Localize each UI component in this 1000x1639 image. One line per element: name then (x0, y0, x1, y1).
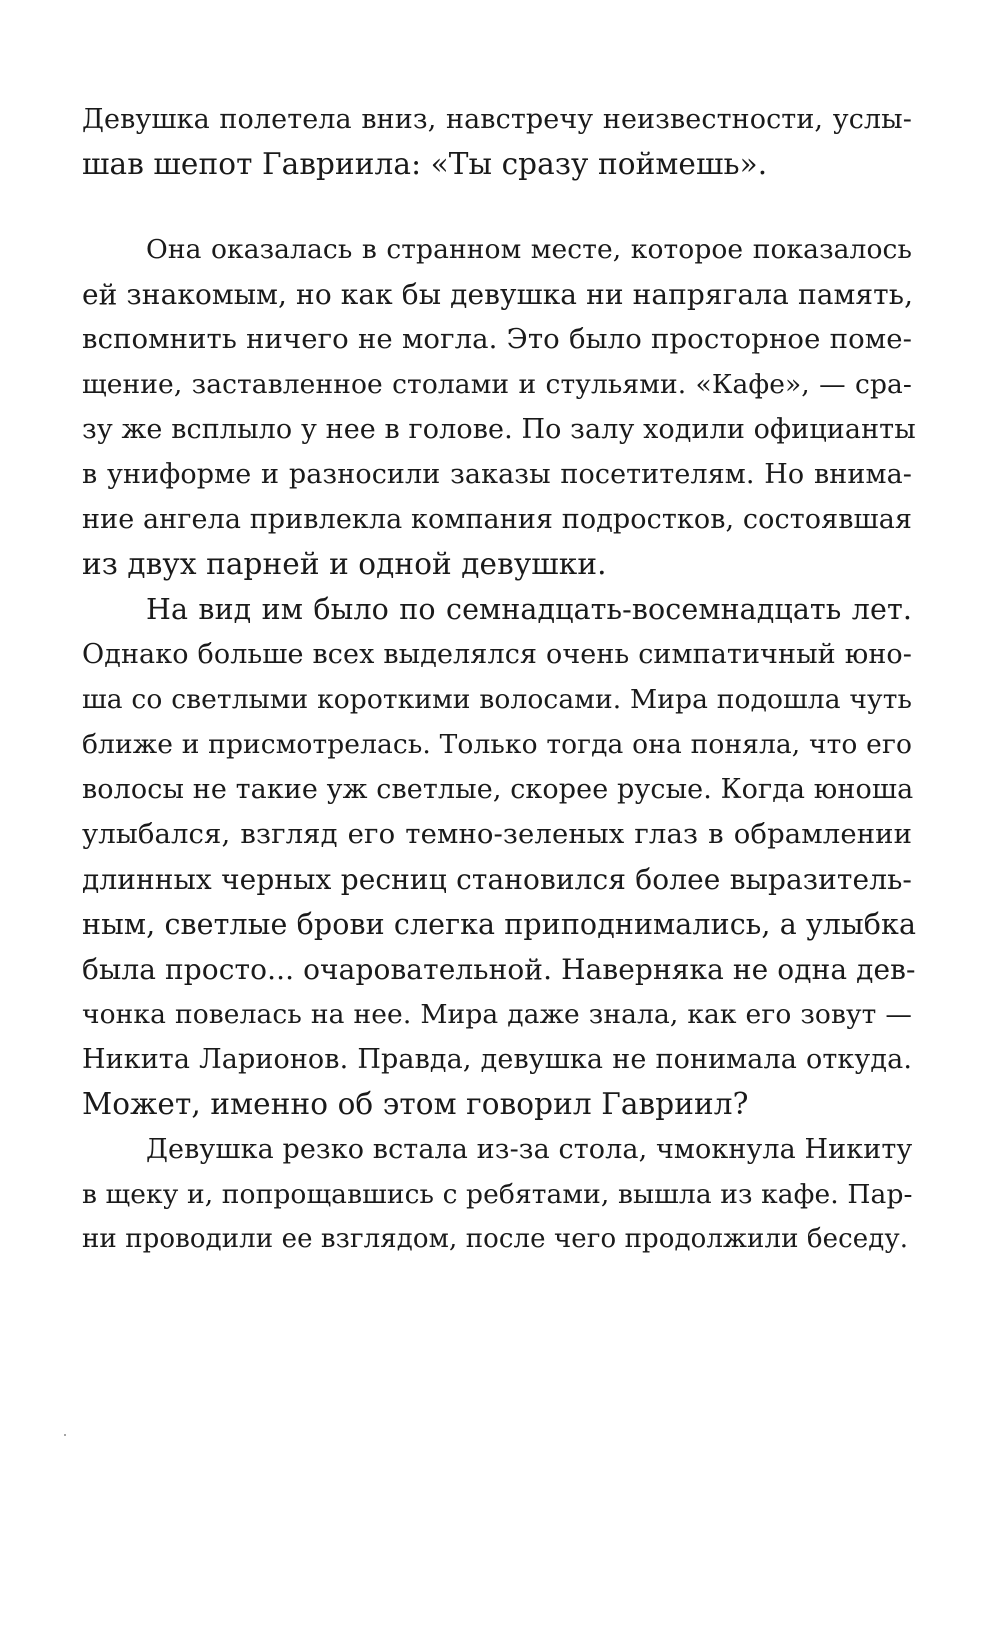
text-line: Однако больше всех выделялся очень симпатичный юно- (82, 639, 912, 670)
text-line: Девушка полетела вниз, навстречу неизвестности, услы- (82, 104, 912, 135)
text-line: Она оказалась в странном месте, которое показалось (146, 234, 912, 265)
paragraph-4 (82, 1127, 912, 1262)
paragraph-2 (82, 227, 916, 587)
text-line: Может, именно об этом говорил Гавриил? (82, 1087, 749, 1121)
text-line: щение, заставленное столами и стульями. «Кафе», — сра- (82, 369, 912, 400)
text-block-top (82, 97, 912, 187)
text-block-main (82, 227, 917, 1262)
paragraph-3 (82, 587, 917, 1127)
text-line: чонка повелась на нее. Мира даже знала, как его зовут — (82, 999, 912, 1030)
scan-speck (64, 1434, 66, 1436)
text-line: улыбался, взгляд его темно-зеленых глаз в обрамлении (82, 818, 912, 850)
paragraph-1 (82, 97, 912, 187)
text-line: из двух парней и одной девушки. (82, 547, 607, 581)
text-line: ние ангела привлекла компания подростков, состоявшая (82, 504, 913, 535)
text-line: На вид им было по семнадцать-восемнадцать лет. (146, 593, 912, 626)
text-line: длинных черных ресниц становился более выразитель- (82, 863, 912, 896)
text-line: шав шепот Гавриила: «Ты сразу поймешь». (82, 147, 768, 181)
text-line: ей знакомым, но как бы девушка ни напрягала память, (82, 278, 914, 311)
text-line: в щеку и, попрощавшись с ребятами, вышла из кафе. Пар- (82, 1179, 913, 1210)
text-line: Никита Ларионов. Правда, девушка не понимала откуда. (82, 1044, 912, 1075)
text-line: волосы не такие уж светлые, скорее русые. Когда юноша (82, 774, 914, 805)
text-line: вспомнить ничего не могла. Это было просторное поме- (82, 323, 912, 355)
text-line: ша со светлыми короткими волосами. Мира подошла чуть (82, 684, 912, 715)
text-line: ным, светлые брови слегка приподнимались, а улыбка (82, 908, 917, 941)
text-line: была просто... очаровательной. Наверняка не одна дев- (82, 953, 916, 986)
text-line: зу же всплыло у нее в голове. По залу ходили официанты (82, 414, 916, 445)
text-line: ближе и присмотрелась. Только тогда она поняла, что его (82, 729, 912, 760)
text-line: ни проводили ее взглядом, после чего продолжили беседу. (82, 1224, 909, 1254)
text-line: в униформе и разносили заказы посетителям. Но внима- (82, 459, 912, 490)
text-line: Девушка резко встала из-за стола, чмокнула Никиту (146, 1134, 913, 1165)
